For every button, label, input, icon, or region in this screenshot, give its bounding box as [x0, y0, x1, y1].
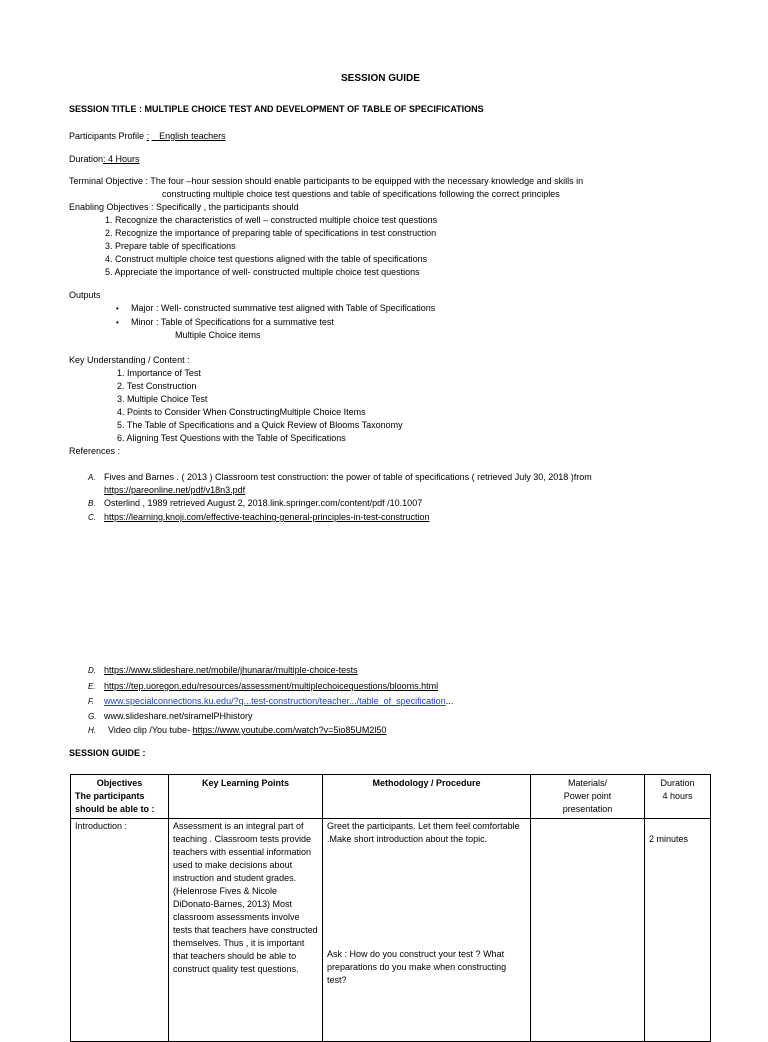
reference-h-text: Video clip /You tube- — [108, 725, 193, 735]
reference-b-text: Osterlind , 1989 retrieved August 2, 2018.link.springer.com/content/pdf /10.1007 — [104, 498, 423, 508]
enabling-objective-item: 3. Prepare table of specifications — [105, 241, 236, 251]
reference-d-link[interactable]: https://www.slideshare.net/mobile/jhunarar/multiple-choice-tests — [104, 665, 358, 675]
page-title: SESSION GUIDE — [341, 73, 420, 84]
participants-line — [69, 131, 226, 142]
cell-methodology — [323, 819, 531, 1042]
header-materials-line: Power point — [563, 791, 612, 801]
duration-line — [69, 154, 140, 165]
reference-h-link[interactable]: https://www.youtube.com/watch?v=5io85UM2l50 — [192, 725, 387, 735]
header-materials-line: presentation — [562, 804, 613, 814]
participants-label: Participants Profile — [69, 131, 145, 141]
enabling-objective-item: 2. Recognize the importance of preparing table of specifications in test construction — [105, 228, 437, 238]
output-minor-cont: Multiple Choice items — [175, 330, 261, 340]
reference-letter: E. — [88, 682, 96, 691]
header-objectives — [71, 775, 169, 819]
header-objectives-title: Objectives — [96, 778, 143, 788]
reference-letter: H. — [88, 726, 96, 735]
session-guide-label: SESSION GUIDE : — [69, 748, 146, 758]
header-key-points: Key Learning Points — [169, 775, 323, 819]
reference-a-text: Fives and Barnes . ( 2013 ) Classroom test construction: the power of table of specifications ( retrieved July 30, 2018 )from — [104, 472, 592, 482]
header-methodology: Methodology / Procedure — [323, 775, 531, 819]
reference-f-link[interactable]: www.specialconnections.ku.edu/?q...test-construction/teacher.../table_of_specification — [104, 696, 446, 706]
terminal-objective-line2: constructing multiple choice test questions and table of specifications following the correct principles — [162, 189, 560, 199]
key-understanding-item: 4. Points to Consider When ConstructingMultiple Choice Items — [117, 407, 366, 417]
table-header-row — [71, 775, 711, 819]
bullet-icon: • — [116, 318, 119, 327]
reference-c-link[interactable]: https://learning.knoji.com/effective-teaching-general-principles-in-test-construction — [104, 512, 430, 522]
duration-label: Duration — [69, 154, 104, 164]
reference-g-text: www.slideshare.net/sirarnelPHhistory — [104, 711, 253, 721]
enabling-objectives-label: Enabling Objectives : Specifically , the participants should — [69, 202, 299, 212]
enabling-objective-item: 1. Recognize the characteristics of well – constructed multiple choice test questions — [105, 215, 438, 225]
duration-value: : 4 Hours — [103, 154, 140, 164]
enabling-objective-item: 5. Appreciate the importance of well- constructed multiple choice test questions — [105, 267, 420, 277]
reference-letter: G. — [88, 712, 97, 721]
references-label: References : — [69, 446, 121, 456]
reference-a-link-text[interactable]: https://pareonline.net/pdf/v18n3.pdf — [104, 485, 246, 495]
key-understanding-item: 2. Test Construction — [117, 381, 197, 391]
reference-f-line — [104, 696, 453, 707]
cell-materials — [531, 819, 645, 1042]
table-row — [71, 819, 711, 1042]
header-duration-line: 4 hours — [662, 791, 693, 801]
header-objectives-sub: should be able to : — [75, 804, 155, 814]
participants-colon: : — [146, 131, 150, 141]
reference-letter: C. — [88, 513, 96, 522]
header-duration-line: Duration — [660, 778, 695, 788]
output-minor: Minor : Table of Specifications for a summative test — [131, 317, 334, 327]
methodology-step: Greet the participants. Let them feel comfortable .Make short introduction about the topic. — [327, 821, 520, 844]
key-understanding-item: 3. Multiple Choice Test — [117, 394, 208, 404]
header-materials-line: Materials/ — [567, 778, 607, 788]
reference-letter: A. — [88, 473, 96, 482]
cell-duration: 2 minutes — [645, 819, 711, 1042]
reference-e-link[interactable]: https://tep.uoregon.edu/resources/assessment/multiplechoicequestions/blooms.html — [104, 681, 439, 691]
participants-value: English teachers — [151, 131, 226, 141]
cell-key-points: Assessment is an integral part of teaching . Classroom tests provide teachers with essential information used to make decisions about instruction and student grades. (Helenrose Fives & Nicole DiDonato-Barnes, 2013) Most classroom assessments involve tests that teachers have constructed themselves. Thus , it is important that teachers should be able to construct quality test questions. — [169, 819, 323, 1042]
reference-letter: F. — [88, 697, 95, 706]
reference-a-link[interactable] — [104, 485, 245, 496]
reference-f-tail: ... — [445, 696, 454, 706]
cell-objective: Introduction : — [71, 819, 169, 1042]
key-understanding-item: 1. Importance of Test — [117, 368, 201, 378]
enabling-objective-item: 4. Construct multiple choice test questions aligned with the table of specifications — [105, 254, 428, 264]
session-guide-table — [70, 774, 711, 1042]
terminal-objective-line1: Terminal Objective : The four –hour session should enable participants to be equipped with the necessary knowledge and skills in — [69, 176, 584, 186]
key-understanding-item: 5. The Table of Specifications and a Quick Review of Blooms Taxonomy — [117, 420, 403, 430]
key-understanding-label: Key Understanding / Content : — [69, 355, 190, 365]
header-duration — [645, 775, 711, 819]
methodology-step: Ask : How do you construct your test ? What preparations do you make when constructing test? — [327, 949, 507, 985]
session-title: SESSION TITLE : MULTIPLE CHOICE TEST AND DEVELOPMENT OF TABLE OF SPECIFICATIONS — [69, 104, 484, 114]
header-materials — [531, 775, 645, 819]
reference-letter: D. — [88, 666, 96, 675]
bullet-icon: • — [116, 304, 119, 313]
outputs-label: Outputs — [69, 290, 101, 300]
reference-letter: B. — [88, 499, 96, 508]
output-major: Major : Well- constructed summative test aligned with Table of Specifications — [131, 303, 436, 313]
reference-h-line — [108, 725, 386, 736]
header-objectives-sub: The participants — [75, 791, 145, 801]
key-understanding-item: 6. Aligning Test Questions with the Table of Specifications — [117, 433, 346, 443]
